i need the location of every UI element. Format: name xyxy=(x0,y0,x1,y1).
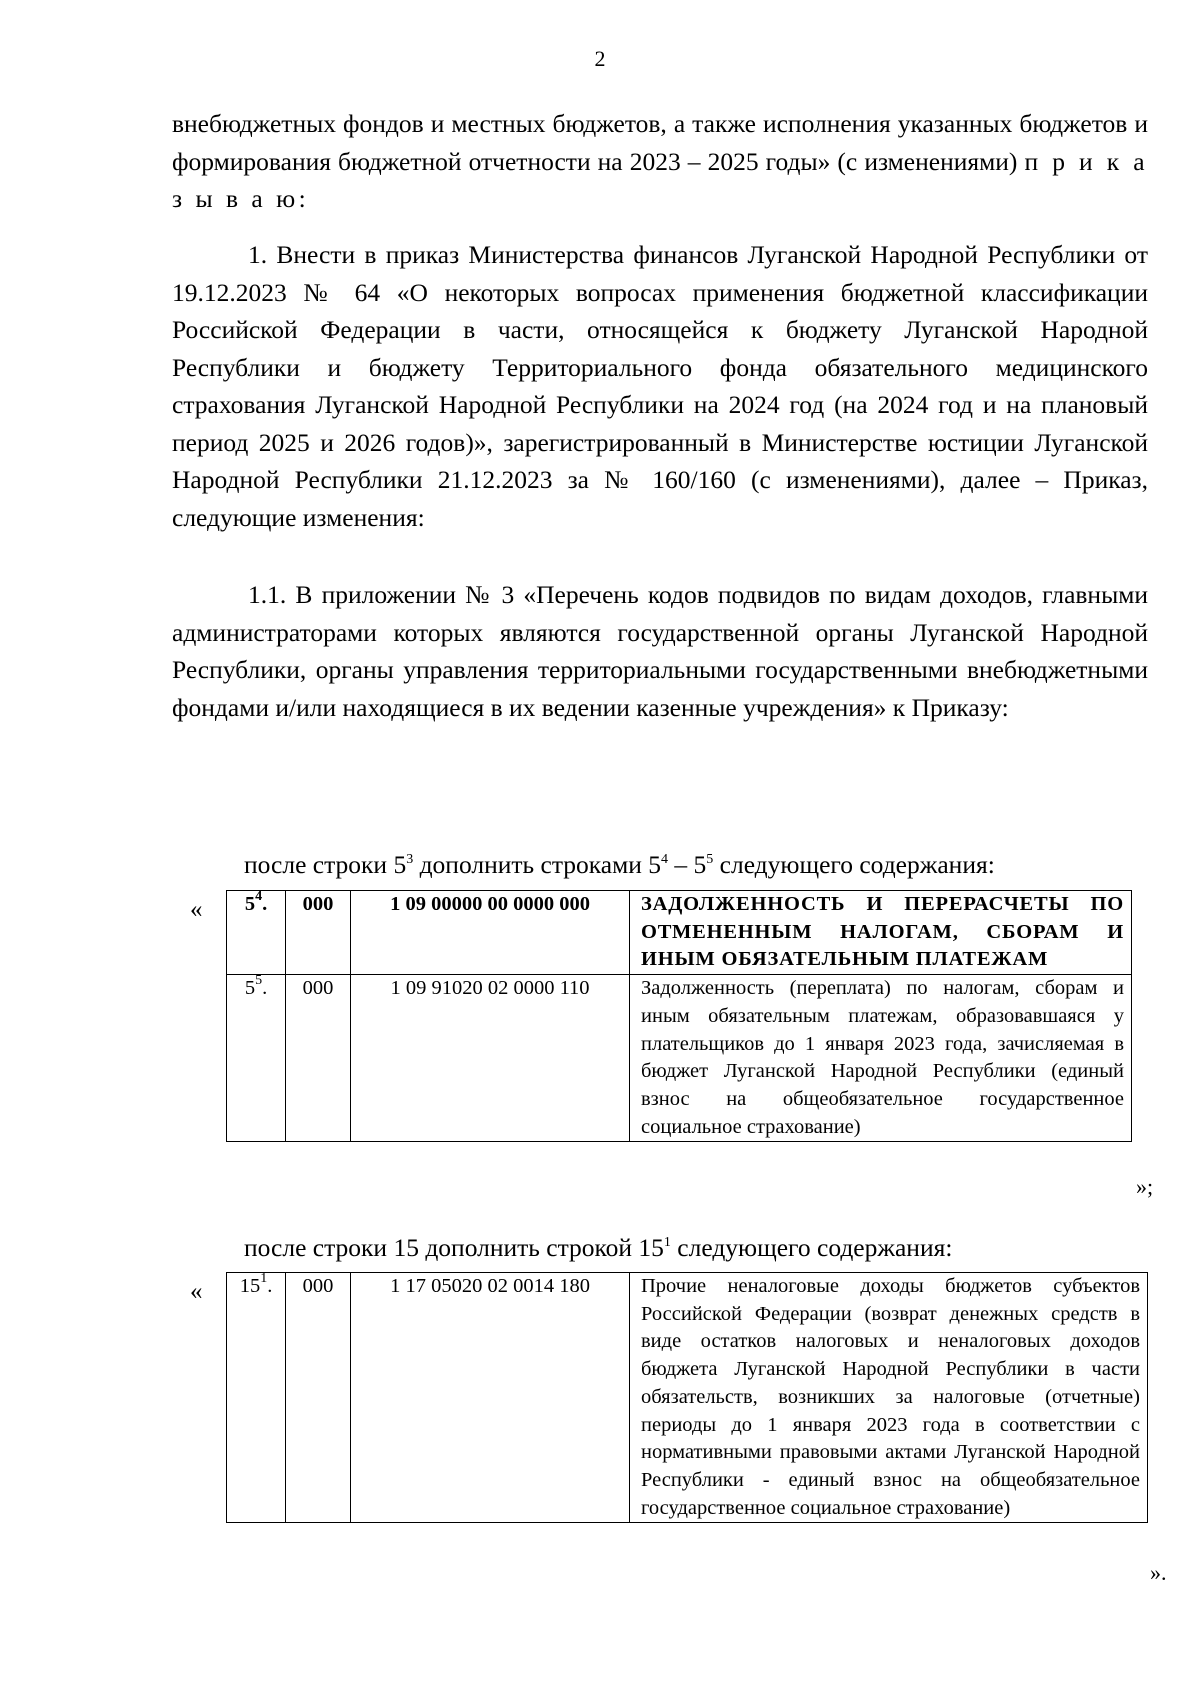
opening-quote: « xyxy=(190,896,203,923)
income-name: Прочие неналоговые доходы бюджетов субъектов Российской Федерации (возврат денежных средств в виде остатков налоговых и неналоговых доходов бюджета Луганской Народной Республики в части обязательств, возникших за налоговые (отчетные) периоды до 1 января 2023 года в соответствии с нормативными правовыми актами Луганской Народной Республики - единый взнос на общеобязательное государственное социальное страхование) xyxy=(630,1273,1148,1523)
table-row xyxy=(227,891,1132,975)
table-row xyxy=(227,1273,1148,1523)
intro-text-part: дополнить строками 5 xyxy=(413,850,662,879)
superscript: 5 xyxy=(706,852,714,867)
page-number: 2 xyxy=(594,46,606,71)
admin-code: 000 xyxy=(286,975,351,1142)
closing-quote: »; xyxy=(1136,1174,1154,1199)
row-number: $5^4$. xyxy=(227,891,286,975)
item-1-paragraph: 1. Внести в приказ Министерства финансов Луганской Народной Республики от 19.12.2023 № 64 «О некоторых вопросах применения бюджетной классификации Российской Федерации в части, относящейся к бюджету Луганской Народной Республики и бюджету Территориального фонда обязательного медицинского страхования Луганской Народной Республики на 2024 год (на 2024 год и на плановый период 2025 и 2026 годов)», зарегистрированный в Министерстве юстиции Луганской Народной Республики 21.12.2023 за № 160/160 (с изменениями), далее – Приказ, следующие изменения: xyxy=(172,240,1148,532)
budget-code: 1 09 00000 00 0000 000 xyxy=(351,891,630,975)
insertion-1-intro xyxy=(244,850,995,880)
intro-text-part: следующего содержания: xyxy=(713,850,995,879)
intro-text-part: после строки 5 xyxy=(244,850,407,879)
row-number: $5^5$. xyxy=(227,975,286,1142)
intro-paragraph xyxy=(172,105,1148,218)
admin-code: 000 xyxy=(286,1273,351,1523)
order-word: п р и к а з ы в а ю: xyxy=(172,146,1149,213)
intro-text-part: следующего содержания: xyxy=(670,1233,953,1262)
income-name: Задолженность (переплата) по налогам, сборам и иным обязательным платежам, образовавшаяся у плательщиков до 1 января 2023 года, зачисляемая в бюджет Луганской Народной Республики (единый взнос на общеобязательное государственное социальное страхование) xyxy=(630,975,1132,1142)
row-number: $15^1$. xyxy=(227,1273,286,1523)
insertion-2-table xyxy=(226,1272,1148,1523)
admin-code: 000 xyxy=(286,891,351,975)
opening-quote: « xyxy=(190,1278,203,1305)
intro-text: внебюджетных фондов и местных бюджетов, а также исполнения указанных бюджетов и формирования бюджетной отчетности на 2023 – 2025 годы» (с изменениями) xyxy=(172,109,1148,176)
superscript: 4 xyxy=(661,852,669,867)
closing-quote: ». xyxy=(1150,1560,1167,1585)
insertion-2-intro xyxy=(244,1233,952,1263)
item-1-1-paragraph: 1.1. В приложении № 3 «Перечень кодов подвидов по видам доходов, главными администраторами которых являются государственной органы Луганской Народной Республики, органы управления территориальными государственными внебюджетными фондами и/или находящиеся в их ведении казенные учреждения» к Приказу: xyxy=(172,580,1148,722)
insertion-1-table xyxy=(226,890,1132,1142)
table-row xyxy=(227,975,1132,1142)
income-name: ЗАДОЛЖЕННОСТЬ И ПЕРЕРАСЧЕТЫ ПО ОТМЕНЕННЫМ НАЛОГАМ, СБОРАМ И ИНЫМ ОБЯЗАТЕЛЬНЫМ ПЛАТЕЖАМ xyxy=(630,891,1132,975)
budget-code: 1 17 05020 02 0014 180 xyxy=(351,1273,630,1523)
superscript: 3 xyxy=(406,852,414,867)
intro-text-part: – 5 xyxy=(668,850,707,879)
budget-code: 1 09 91020 02 0000 110 xyxy=(351,975,630,1142)
intro-text-part: после строки 15 дополнить строкой 15 xyxy=(244,1233,664,1262)
superscript: 1 xyxy=(663,1235,671,1250)
